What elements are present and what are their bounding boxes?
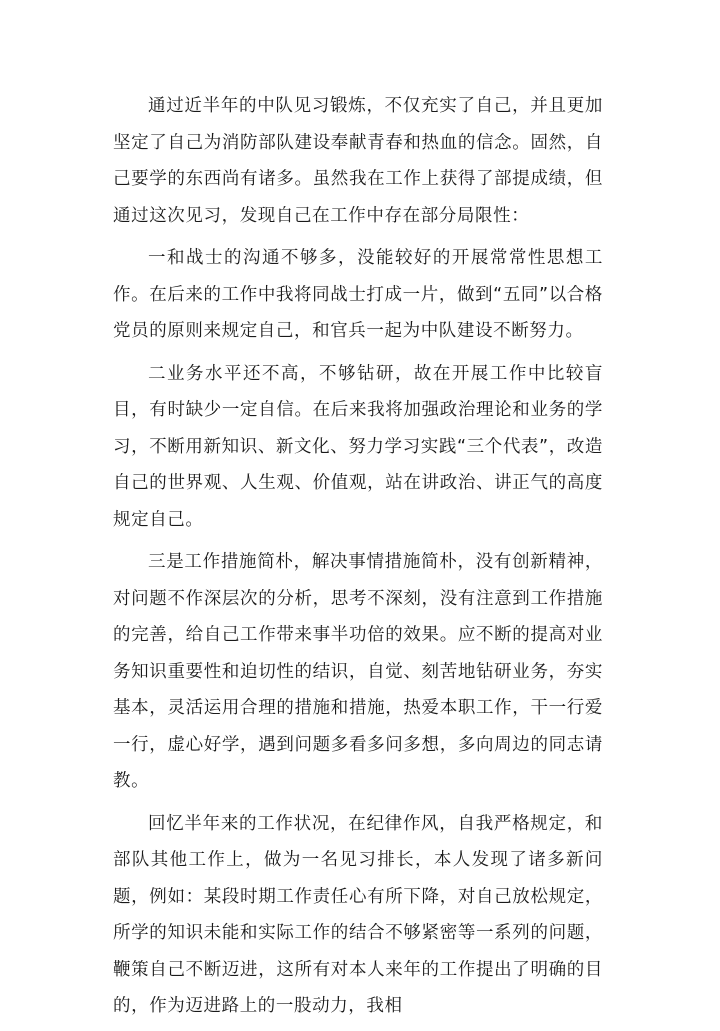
paragraph-point-two: 二业务水平还不高，不够钻研，故在开展工作中比较盲目，有时缺少一定自信。在后来我将加强政治理论和业务的学习，不断用新知识、新文化、努力学习实践“三个代表”，改造自己的世界观、人生观、价值观，站在讲政治、讲正气的高度规定自己。 bbox=[113, 363, 603, 530]
paragraph-intro: 通过近半年的中队见习锻炼，不仅充实了自己，并且更加坚定了自己为消防部队建设奉献青春和热血的信念。固然，自己要学的东西尚有诸多。虽然我在工作上获得了部提成绩，但通过这次见习，发现自己在工作中存在部分局限性： bbox=[113, 96, 603, 226]
paragraph-point-three: 三是工作措施简朴，解决事情措施简朴，没有创新精神，对问题不作深层次的分析，思考不深刻，没有注意到工作措施的完善，给自己工作带来事半功倍的效果。应不断的提高对业务知识重要性和迫切性的结识，自觉、刻苦地钻研业务，夯实基本，灵活运用合理的措施和措施，热爱本职工作，干一行爱一行，虚心好学，遇到问题多看多问多想，多向周边的同志请教。 bbox=[113, 552, 603, 791]
paragraph-review: 回忆半年来的工作状况，在纪律作风，自我严格规定，和部队其他工作上，做为一名见习排长，本人发现了诸多新问题，例如：某段时期工作责任心有所下降，对自己放松规定，所学的知识未能和实际工作的结合不够紧密等一系列的问题，鞭策自己不断迈进，这所有对本人来年的工作提出了明确的目的，作为迈进路上的一股动力，我相 bbox=[113, 813, 603, 1016]
document-body bbox=[113, 88, 603, 1031]
paragraph-point-one: 一和战士的沟通不够多，没能较好的开展常常性思想工作。在后来的工作中我将同战士打成一片，做到“五同”以合格党员的原则来规定自己，和官兵一起为中队建设不断努力。 bbox=[113, 248, 603, 341]
